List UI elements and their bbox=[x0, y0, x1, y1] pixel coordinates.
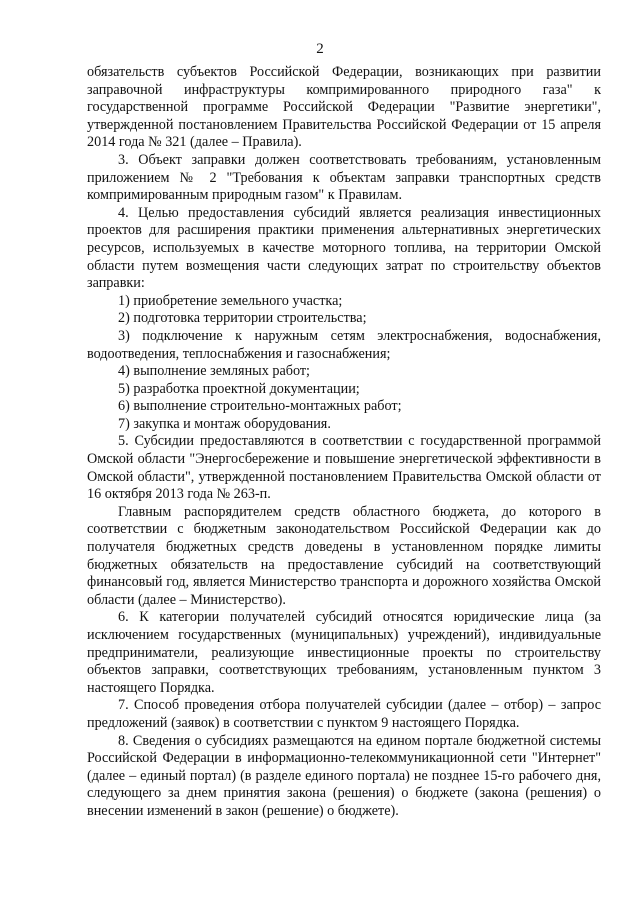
paragraph-item-4: 4. Целью предоставления субсидий является реализация инвестиционных проектов для расширения практики применения альтернативных энергетических ресурсов, используемых в качестве моторного топлива, на территории Омской области путем возмещения части следующих затрат по строительству объектов заправки: bbox=[87, 204, 601, 292]
list-item-cost-7: 7) закупка и монтаж оборудования. bbox=[118, 415, 331, 432]
paragraph-item-3: 3. Объект заправки должен соответствовать требованиям, установленным приложением № 2 "Требования к объектам заправки транспортных средств компримированным природным газом" к Правилам. bbox=[87, 151, 601, 204]
list-item-cost-1: 1) приобретение земельного участка; bbox=[118, 292, 343, 309]
paragraph-item-6: 6. К категории получателей субсидий относятся юридические лица (за исключением государственных (муниципальных) учреждений), индивидуальные предприниматели, реализующие инвестиционные проекты по строительству объектов заправки, соответствующих требованиям, установленным пунктом 3 настоящего Порядка. bbox=[87, 609, 601, 696]
paragraph-main-distributor: Главным распорядителем средств областного бюджета, до которого в соответствии с бюджетным законодательством Российской Федерации как до получателя бюджетных средств доведены в установленном порядке лимиты бюджетных обязательств на предоставление субсидий на соответствующий финансовый год, является Министерство транспорта и дорожного хозяйства Омской области (далее – Министерство). bbox=[87, 503, 601, 608]
paragraph-item-5: 5. Субсидии предоставляются в соответствии с государственной программой Омской области "Энергосбережение и повышение энергетической эффективности в Омской области", утвержденной постановлением Правительства Омской области от 16 октября 2013 года № 263-п. bbox=[87, 433, 601, 503]
list-item-cost-6: 6) выполнение строительно-монтажных работ; bbox=[118, 398, 402, 415]
page-number: 2 bbox=[316, 41, 324, 57]
list-item-cost-3: 3) подключение к наружным сетям электроснабжения, водоснабжения, водоотведения, теплоснабжения и газоснабжения; bbox=[87, 327, 601, 362]
paragraph-item-8: 8. Сведения о субсидиях размещаются на едином портале бюджетной системы Российской Федерации в информационно-телекоммуникационной сети "Интернет" (далее – единый портал) (в разделе единого портала) не позднее 15-го рабочего дня, следующего за днем принятия закона (решения) о бюджете (закона (решения) о внесении изменений в закон (решение) о бюджете). bbox=[87, 732, 601, 819]
list-item-cost-2: 2) подготовка территории строительства; bbox=[118, 310, 367, 327]
paragraph-rules-continuation: обязательств субъектов Российской Федерации, возникающих при развитии заправочной инфраструктуры компримированного природного газа" к государственной программе Российской Федерации "Развитие энергетики", утвержденной постановлением Правительства Российской Федерации от 15 апреля 2014 года № 321 (далее – Правила). bbox=[87, 64, 601, 151]
list-item-cost-4: 4) выполнение земляных работ; bbox=[118, 363, 311, 380]
paragraph-item-7: 7. Способ проведения отбора получателей субсидии (далее – отбор) – запрос предложений (заявок) в соответствии с пунктом 9 настоящего Порядка. bbox=[87, 697, 601, 731]
list-item-cost-5: 5) разработка проектной документации; bbox=[118, 380, 360, 397]
document-body bbox=[87, 64, 601, 821]
